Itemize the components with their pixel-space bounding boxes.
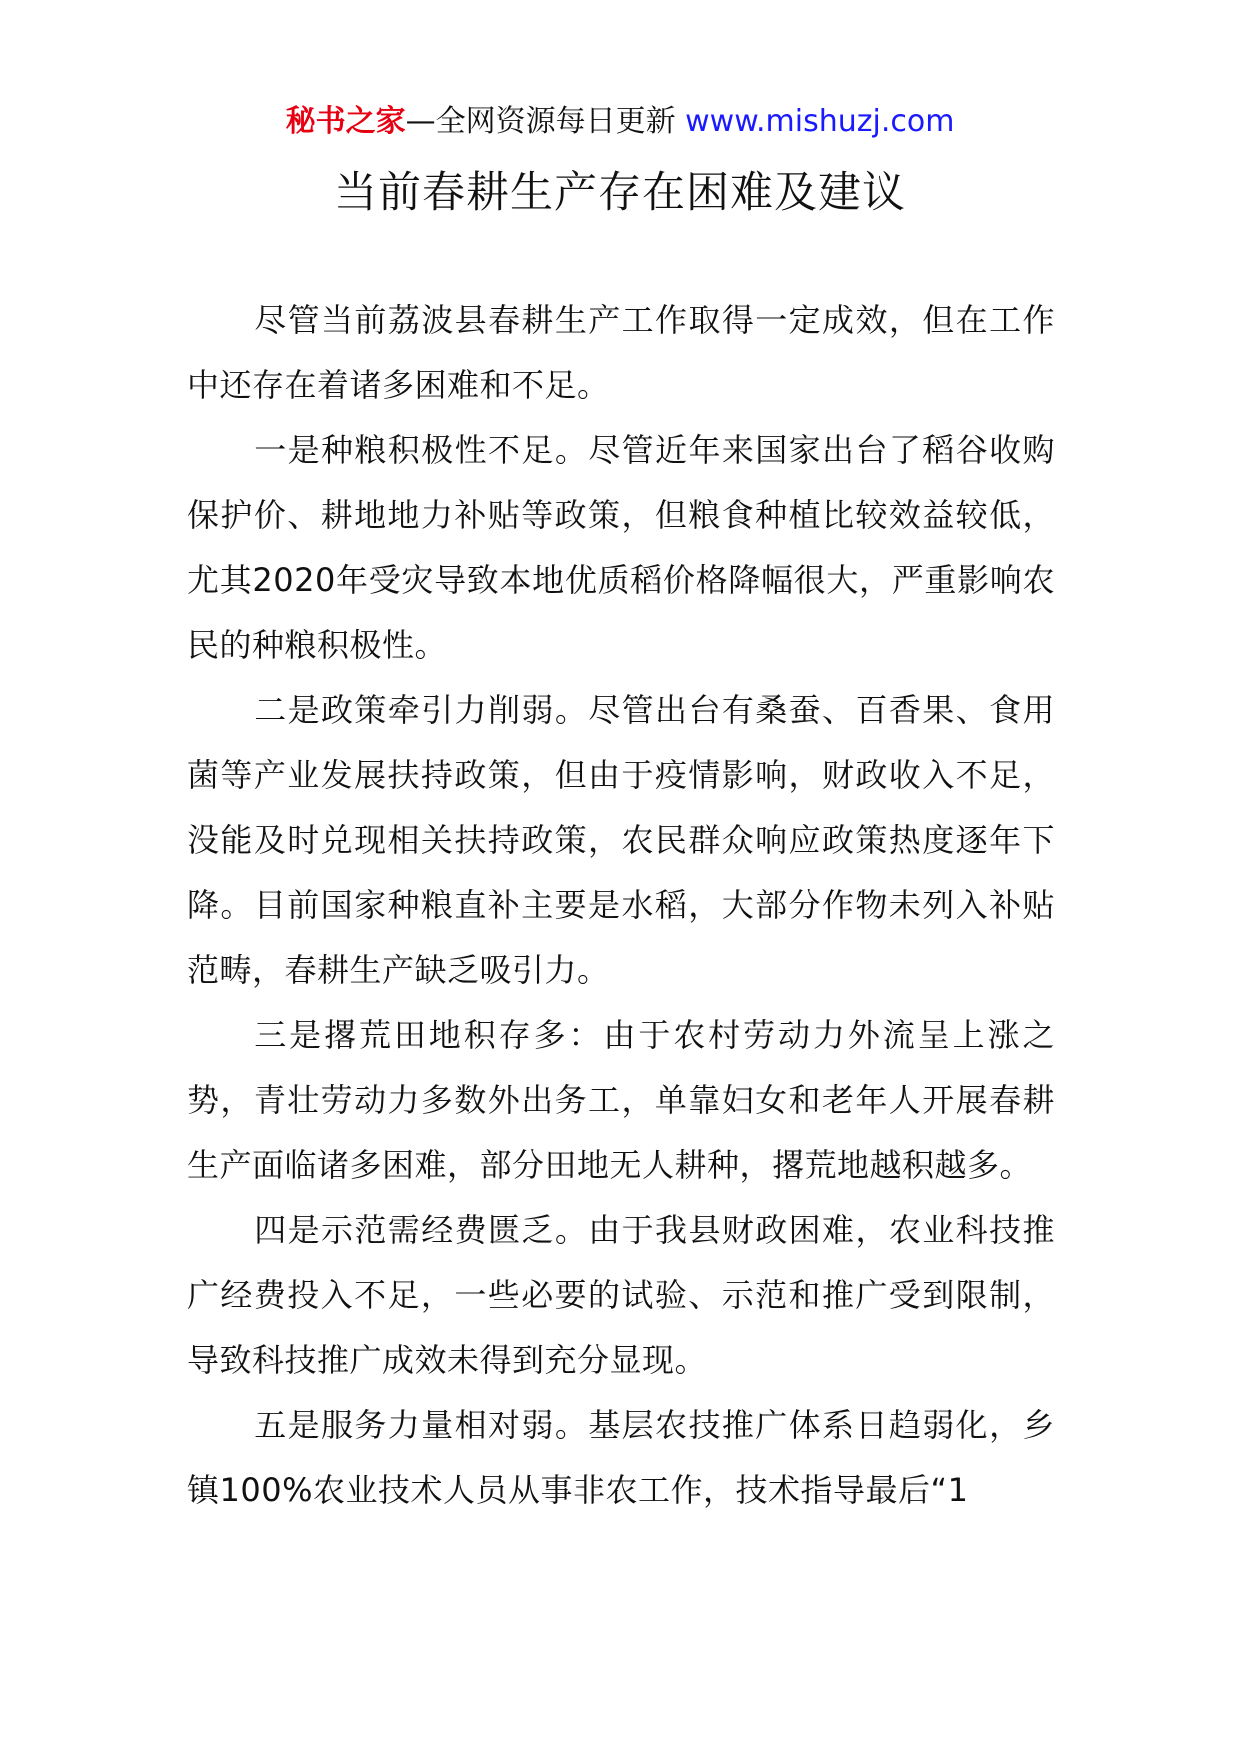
paragraph-point-3: 三是撂荒田地积存多：由于农村劳动力外流呈上涨之势，青壮劳动力多数外出务工，单靠妇女和老年人开展春耕生产面临诸多困难，部分田地无人耕种，撂荒地越积越多。 [187,1016,1055,1184]
document-body [187,288,1055,1523]
site-header [0,100,1240,144]
document-title: 当前春耕生产存在困难及建议 [334,168,906,218]
paragraph-point-2: 二是政策牵引力削弱。尽管出台有桑蚕、百香果、食用菌等产业发展扶持政策，但由于疫情影响，财政收入不足，没能及时兑现相关扶持政策，农民群众响应政策热度逐年下降。目前国家种粮直补主要是水稻，大部分作物未列入补贴范畴，春耕生产缺乏吸引力。 [187,691,1055,989]
site-brand: 秘书之家 [285,104,406,139]
paragraph-point-1: 一是种粮积极性不足。尽管近年来国家出台了稻谷收购保护价、耕地地力补贴等政策，但粮食种植比较效益较低，尤其2020年受灾导致本地优质稻价格降幅很大，严重影响农民的种粮积极性。 [187,431,1055,664]
paragraph-intro: 尽管当前荔波县春耕生产工作取得一定成效，但在工作中还存在着诸多困难和不足。 [187,301,1055,404]
site-slogan: —全网资源每日更新 [405,104,686,139]
paragraph-point-4: 四是示范需经费匮乏。由于我县财政困难，农业科技推广经费投入不足，一些必要的试验、示范和推广受到限制，导致科技推广成效未得到充分显现。 [187,1211,1055,1379]
site-url-link[interactable]: www.mishuzj.com [685,104,955,139]
paragraph-point-5: 五是服务力量相对弱。基层农技推广体系日趋弱化，乡镇100%农业技术人员从事非农工作，技术指导最后“1 [187,1406,1055,1509]
